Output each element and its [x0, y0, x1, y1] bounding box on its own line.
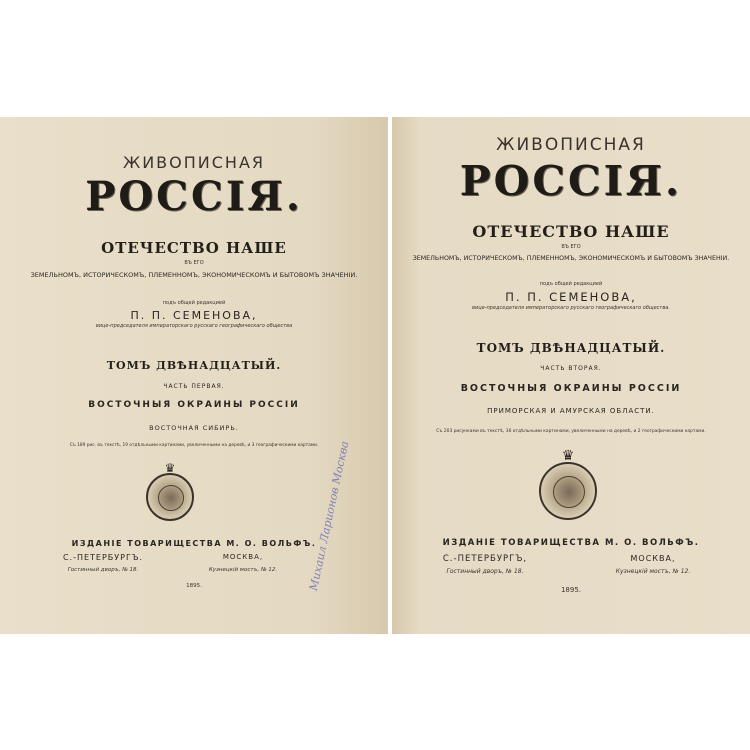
- seal-center: [158, 485, 185, 512]
- eagle-icon: ♛: [164, 461, 176, 475]
- editor-name: П. П. СЕМЕНОВА,: [130, 309, 258, 322]
- editor-name: П. П. СЕМЕНОВА,: [505, 290, 637, 304]
- volume-title: ТОМЪ ДВѢНАДЦАТЫЙ.: [106, 359, 282, 372]
- eagle-icon: ♛: [561, 448, 575, 464]
- subregion-title: ВОСТОЧНАЯ СИБИРЬ.: [149, 424, 239, 432]
- address-right: Кузнецкій мостъ, № 12.: [208, 567, 278, 573]
- year: 1895.: [186, 583, 202, 589]
- ownership-stamp: Михаил Ларионов Москва: [306, 439, 352, 592]
- book-spread: [0, 117, 750, 634]
- address-right: Кузнецкій мостъ, № 12.: [615, 568, 691, 575]
- editor-title: вице-председателя императорскаго русскаго географическаго общества.: [472, 305, 670, 311]
- title-big: РОССІЯ.: [85, 173, 303, 220]
- editor-prefix: подъ общей редакцией: [539, 281, 603, 287]
- editor-title: вице-председателя императорскаго русскаго географическаго общества: [95, 323, 293, 329]
- left-title-page: [0, 117, 388, 634]
- region-title: ВОСТОЧНЫЯ ОКРАИНЫ РОССІИ: [460, 383, 682, 394]
- region-title: ВОСТОЧНЫЯ ОКРАИНЫ РОССІИ: [88, 400, 300, 410]
- editor-prefix: подъ общей редакцией: [162, 300, 226, 306]
- seal-center: [553, 476, 585, 508]
- address-left: Гостинный дворъ, № 18.: [67, 567, 139, 573]
- city-left: С.-ПЕТЕРБУРГЪ.: [62, 553, 144, 562]
- city-right: МОСКВА,: [222, 553, 264, 561]
- year: 1895.: [560, 586, 582, 594]
- in-its: ВЪ ЕГО: [561, 244, 581, 250]
- subtitle: ОТЕЧЕСТВО НАШЕ: [472, 222, 670, 241]
- aspects-line: ЗЕМЕЛЬНОМЪ, ИСТОРИЧЕСКОМЪ, ПЛЕМЕННОМЪ, ЭКОНОМИЧЕСКОМЪ И БЫТОВОМЪ ЗНАЧЕНІИ.: [412, 255, 730, 262]
- part-title: ЧАСТЬ ПЕРВАЯ.: [163, 383, 225, 390]
- illustrations-note: Съ 203 рисунками въ текстѣ, 36 отдѣльными картинами, увеличенными на деревѣ, и 2 географическими картами.: [436, 429, 706, 434]
- address-left: Гостинный дворъ, № 18.: [446, 568, 524, 575]
- in-its: ВЪ ЕГО: [184, 260, 204, 266]
- part-title: ЧАСТЬ ВТОРАЯ.: [540, 365, 602, 372]
- subregion-title: ПРИМОРСКАЯ И АМУРСКАЯ ОБЛАСТИ.: [487, 407, 655, 415]
- city-right: МОСКВА,: [630, 554, 676, 563]
- right-title-page: [392, 117, 750, 634]
- city-left: С.-ПЕТЕРБУРГЪ,: [442, 554, 528, 564]
- illustrations-note: Съ 189 рис. въ текстѣ, 19 отдѣльными картинами, увеличенными на деревѣ, и 3 географическими картами.: [69, 443, 319, 448]
- title-top: ЖИВОПИСНАЯ: [496, 135, 646, 155]
- title-big: РОССІЯ.: [459, 157, 683, 205]
- publisher-seal-icon: [146, 461, 194, 521]
- publisher-line: ИЗДАНІЕ ТОВАРИЩЕСТВА М. О. ВОЛЬФЪ.: [71, 539, 317, 548]
- publisher-line: ИЗДАНІЕ ТОВАРИЩЕСТВА М. О. ВОЛЬФЪ.: [442, 538, 700, 548]
- title-top: ЖИВОПИСНАЯ: [122, 153, 266, 172]
- volume-title: ТОМЪ ДВѢНАДЦАТЫЙ.: [476, 341, 666, 355]
- subtitle: ОТЕЧЕСТВО НАШЕ: [101, 239, 287, 257]
- publisher-seal-icon: [539, 448, 597, 520]
- aspects-line: ЗЕМЕЛЬНОМЪ, ИСТОРИЧЕСКОМЪ, ПЛЕМЕННОМЪ, ЭКОНОМИЧЕСКОМЪ И БЫТОВОМЪ ЗНАЧЕНІИ.: [30, 271, 358, 279]
